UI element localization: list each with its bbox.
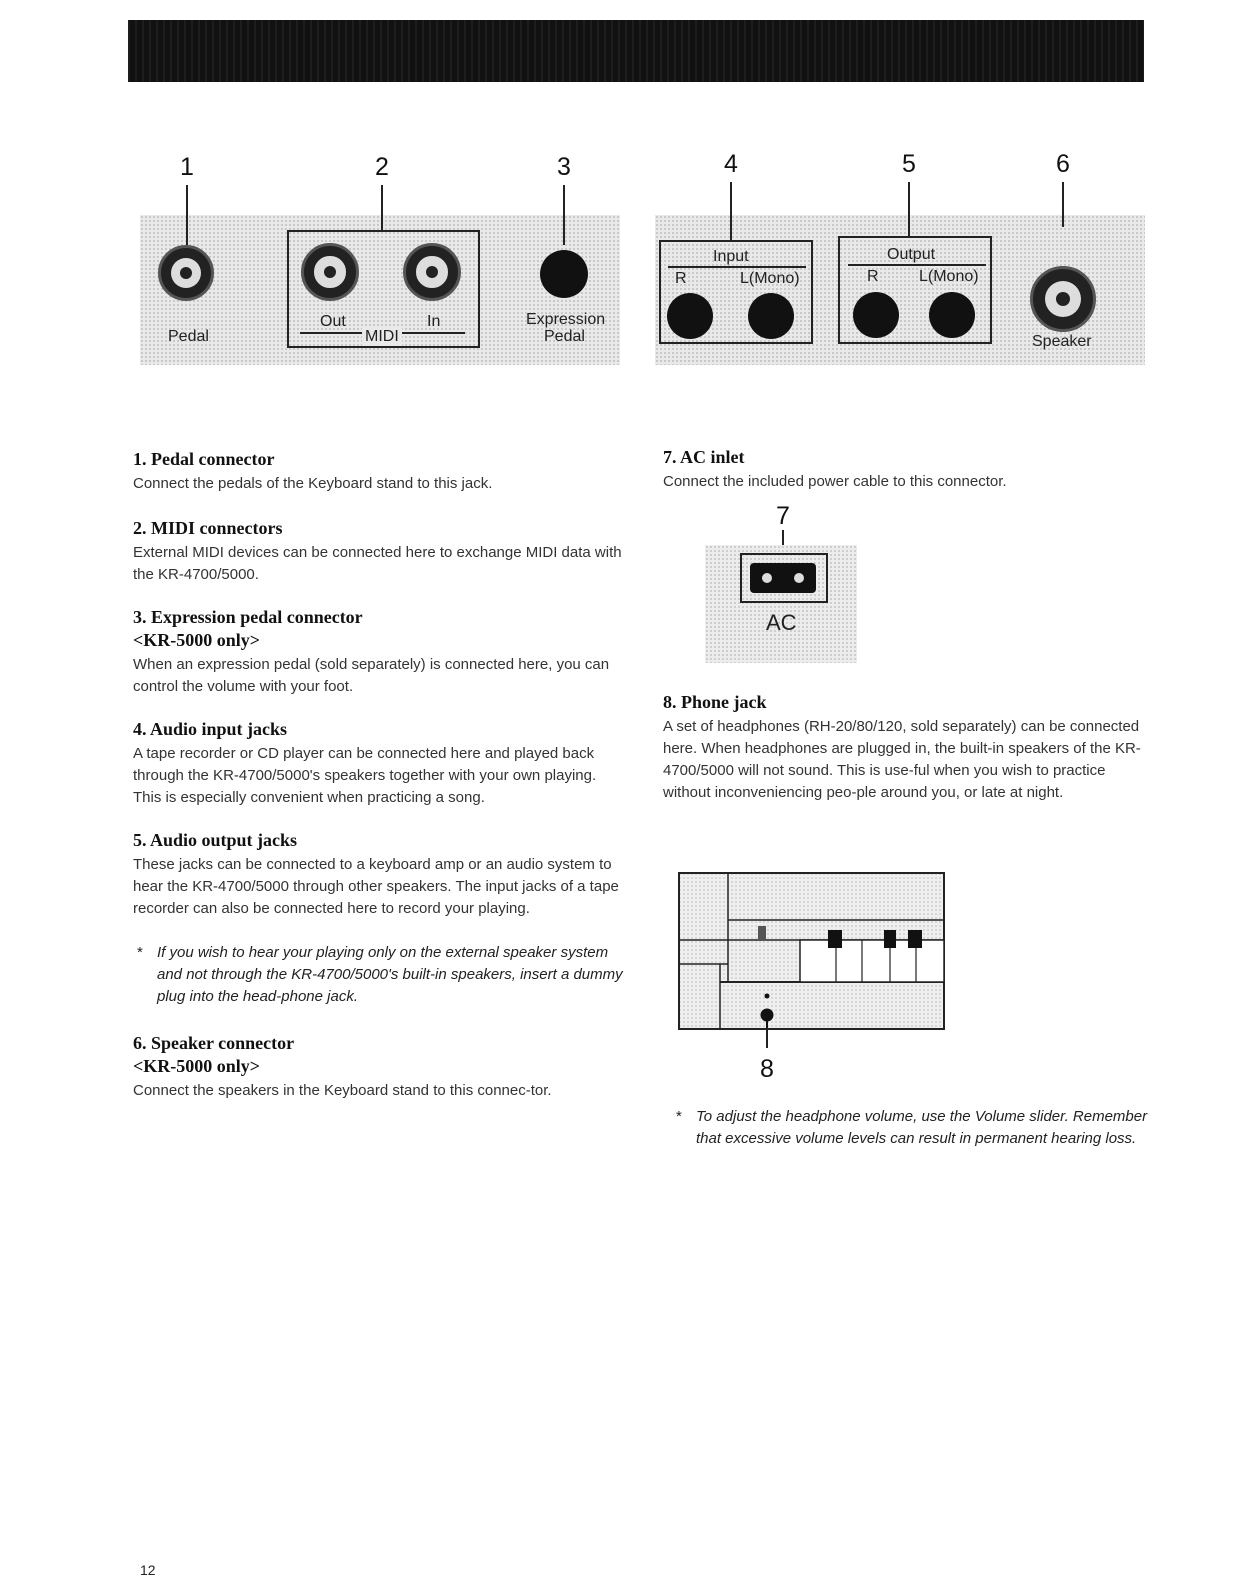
callout-8-line <box>766 1028 768 1048</box>
section-4-body: A tape recorder or CD player can be connected here and played back through the KR-4700/5000's speakers together with your own playing. This is especially convenient when practicing a song. <box>133 745 597 806</box>
section-5-body: These jacks can be connected to a keyboard amp or an audio system to hear the KR-4700/5000 through other speakers. The input jacks of a tape recorder can also be connected here to record your playing. <box>133 856 619 917</box>
page-number: 12 <box>140 1562 156 1578</box>
midi-out-connector <box>301 243 359 301</box>
output-l-jack <box>929 292 975 338</box>
section-8 <box>663 691 1153 804</box>
section-8-note <box>672 1106 1176 1150</box>
midi-label: MIDI <box>362 328 402 346</box>
section-4-title: 4. Audio input jacks <box>133 719 288 739</box>
header-bar <box>128 20 1144 82</box>
section-1 <box>133 448 623 495</box>
section-6-body: Connect the speakers in the Keyboard stand to this connec-tor. <box>133 1082 552 1099</box>
section-1-title: 1. Pedal connector <box>133 449 275 469</box>
section-1-body: Connect the pedals of the Keyboard stand to this jack. <box>133 475 493 492</box>
section-5-title: 5. Audio output jacks <box>133 830 298 850</box>
section-5 <box>133 829 623 920</box>
output-divider <box>848 264 986 266</box>
note-marker: * <box>137 944 143 961</box>
pedal-connector <box>158 245 214 301</box>
output-label: Output <box>887 246 936 263</box>
section-6 <box>133 1032 623 1102</box>
callout-8: 8 <box>760 1055 774 1083</box>
input-divider <box>668 266 806 268</box>
callout-5: 5 <box>902 150 916 178</box>
input-l-jack <box>748 293 794 339</box>
section-8-body: A set of headphones (RH-20/80/120, sold separately) can be connected here. When headphones are plugged in, the built-in speakers of the KR-4700/5000 will not sound. This is use-ful when you wish to practice without inconveniencing peo-ple around you, or late at night. <box>663 718 1141 801</box>
callout-4: 4 <box>724 150 738 178</box>
section-8-note-text: To adjust the headphone volume, use the Volume slider. Remember that excessive volume levels can result in permanent hearing loss. <box>696 1108 1148 1147</box>
section-7-title: 7. AC inlet <box>663 447 745 467</box>
section-6-sub: <KR-5000 only> <box>133 1056 261 1076</box>
callout-6-line <box>1062 182 1064 227</box>
section-6-title: 6. Speaker connector <box>133 1033 295 1053</box>
section-8-title: 8. Phone jack <box>663 692 767 712</box>
speaker-label: Speaker <box>1032 333 1092 350</box>
input-label: Input <box>713 248 749 265</box>
callout-7: 7 <box>776 502 790 530</box>
speaker-connector <box>1030 266 1096 332</box>
pedal-label: Pedal <box>168 328 209 345</box>
ac-label: AC <box>766 610 797 635</box>
expression-pedal-jack <box>540 250 588 298</box>
section-2-body: External MIDI devices can be connected here to exchange MIDI data with the KR-4700/5000. <box>133 544 622 583</box>
section-2 <box>133 517 623 586</box>
section-4 <box>133 718 623 809</box>
midi-in-label: In <box>427 313 441 330</box>
section-5-note-text: If you wish to hear your playing only on the external speaker system and not through the KR-4700/5000's built-in speakers, insert a dummy plug into the head-phone jack. <box>157 944 623 1005</box>
callout-2-line <box>381 185 383 230</box>
section-7-body: Connect the included power cable to this connector. <box>663 473 1007 490</box>
output-r-jack <box>853 292 899 338</box>
callout-3-line <box>563 185 565 245</box>
section-3-sub: <KR-5000 only> <box>133 630 261 650</box>
callout-3: 3 <box>557 153 571 181</box>
ac-inlet-socket <box>750 563 816 593</box>
phone-jack-illustration <box>678 872 945 1030</box>
input-r-label: R <box>675 270 687 287</box>
output-r-label: R <box>867 268 879 285</box>
section-7 <box>663 446 1153 493</box>
left-column <box>133 448 623 1102</box>
section-3 <box>133 606 623 698</box>
section-3-title: 3. Expression pedal connector <box>133 607 363 627</box>
callout-5-line <box>908 182 910 237</box>
midi-out-label: Out <box>320 313 346 330</box>
callout-6: 6 <box>1056 150 1070 178</box>
expression-label-2: Pedal <box>544 328 585 345</box>
section-3-body: When an expression pedal (sold separately) is connected here, you can control the volume with your foot. <box>133 656 610 695</box>
callout-2: 2 <box>375 153 389 181</box>
callout-4-line <box>730 182 732 240</box>
callout-1: 1 <box>180 153 194 181</box>
callout-1-line <box>186 185 188 245</box>
midi-in-connector <box>403 243 461 301</box>
input-r-jack <box>667 293 713 339</box>
expression-label-1: Expression <box>526 311 606 328</box>
section-2-title: 2. MIDI connectors <box>133 518 283 538</box>
output-l-label: L(Mono) <box>919 268 979 285</box>
section-5-note <box>133 942 623 1008</box>
input-l-label: L(Mono) <box>740 270 800 287</box>
note-marker-8: * <box>676 1108 682 1125</box>
